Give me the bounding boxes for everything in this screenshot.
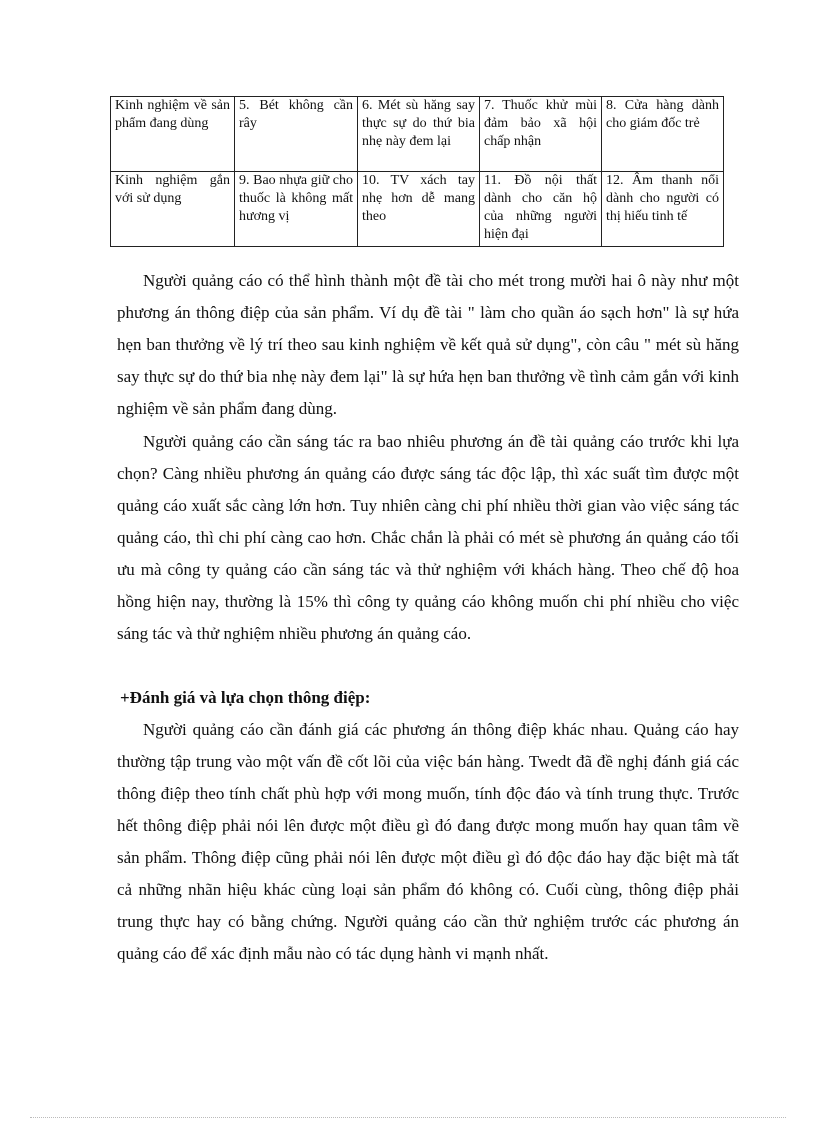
table-cell: 11. Đồ nội thất dành cho căn hộ của những người hiện đại [480,172,602,247]
footer-divider [30,1117,786,1118]
table-cell: Kinh nghiệm về sản phẩm đang dùng [111,97,235,172]
table-cell: Kinh nghiệm gắn với sử dụng [111,172,235,247]
table-cell: 10. TV xách tay nhẹ hơn dễ mang theo [358,172,480,247]
section-heading [120,682,742,714]
table-cell: 9. Bao nhựa giữ cho thuốc là không mất hương vị [235,172,358,247]
message-matrix-table [110,96,724,247]
table-row [111,97,724,172]
table-cell: 8. Cửa hàng dành cho giám đốc trẻ [602,97,724,172]
body-paragraph [117,426,739,650]
table-cell: 12. Âm thanh nổi dành cho người có thị hiếu tinh tế [602,172,724,247]
paragraph-text: Người quảng cáo cần sáng tác ra bao nhiêu phương án đề tài quảng cáo trước khi lựa chọn? Càng nhiều phương án quảng cáo được sáng tác độc lập, thì xác suất tìm được một quảng cáo xuất sắc càng lớn hơn. Tuy nhiên càng chi phí nhiều thời gian vào việc sáng tác quảng cáo, thì chi phí càng cao hơn. Chắc chắn là phải có mét sè phương án quảng cáo tối ưu mà công ty quảng cáo cần sáng tác và thử nghiệm với khách hàng. Theo chế độ hoa hồng hiện nay, thường là 15% thì công ty quảng cáo không muốn chi phí nhiều cho việc sáng tác và thử nghiệm nhiều phương án quảng cáo. [117,432,739,643]
body-paragraph [117,714,739,970]
table-cell: 5. Bét không cần rây [235,97,358,172]
heading-text: +Đánh giá và lựa chọn thông điệp: [120,688,371,707]
body-paragraph [117,265,739,425]
paragraph-text: Người quảng cáo có thể hình thành một đề tài cho mét trong mười hai ô này như một phương án thông điệp của sản phẩm. Ví dụ đề tài " làm cho quần áo sạch hơn" là sự hứa hẹn ban thưởng về lý trí theo sau kinh nghiệm về kết quả sử dụng", còn câu " mét sù hăng say thực sự do thứ bia nhẹ này đem lại" là sự hứa hẹn ban thưởng về tình cảm gắn với kinh nghiệm về sản phẩm đang dùng. [117,271,739,418]
table-cell: 6. Mét sù hăng say thực sự do thứ bia nhẹ này đem lại [358,97,480,172]
table-row [111,172,724,247]
paragraph-text: Người quảng cáo cần đánh giá các phương án thông điệp khác nhau. Quảng cáo hay thường tập trung vào một vấn đề cốt lõi của việc bán hàng. Twedt đã đề nghị đánh giá các thông điệp theo tính chất phù hợp với mong muốn, tính độc đáo và tính trung thực. Trước hết thông điệp phải nói lên được một điều gì đó đang được mong muốn hay quan tâm về sản phẩm. Thông điệp cũng phải nói lên được một điều gì đó độc đáo hay đặc biệt mà tất cả những nhãn hiệu khác cùng loại sản phẩm đó không có. Cuối cùng, thông điệp phải trung thực hay có bằng chứng. Người quảng cáo cần thử nghiệm trước các phương án quảng cáo để xác định mẫu nào có tác dụng hành vi mạnh nhất. [117,720,739,963]
table-cell: 7. Thuốc khử mùi đảm bảo xã hội chấp nhận [480,97,602,172]
